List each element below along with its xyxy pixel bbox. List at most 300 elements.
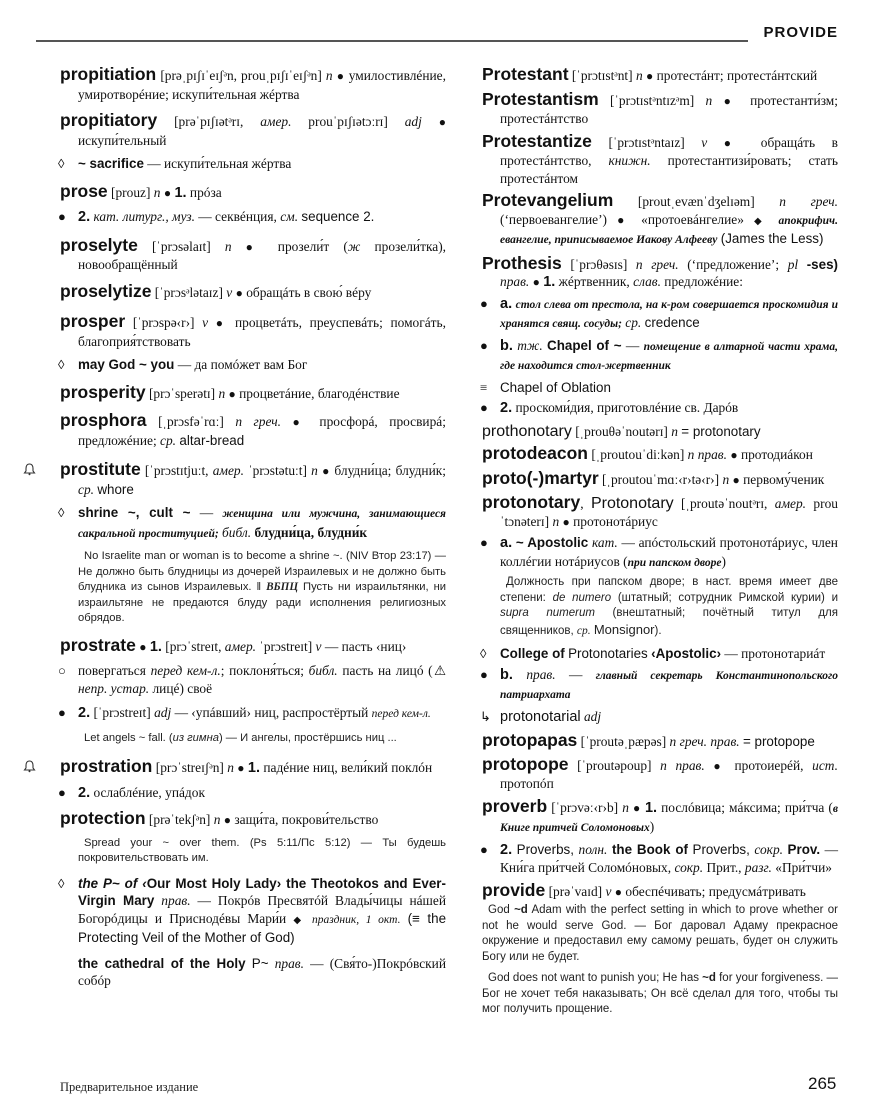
phrase-translation: блудни́ца, блудни́к (254, 524, 368, 540)
example-text: No Israelite man or woman is to become a shrine ~. (NIV Втор 23:17) — Не должно быть блудницы из дочерей Израилевых и не должно быть блудника из сынов Израилевых. ‖ (78, 550, 446, 593)
headword: propitiatory (60, 110, 158, 130)
entry-prosperity (60, 381, 446, 404)
entry-prosper (60, 313, 446, 350)
bullet-icon: ● (480, 337, 488, 353)
entry-proselyte (60, 234, 447, 274)
headword: prothonotary (482, 422, 572, 440)
part-of-speech: n греч. прав. (669, 734, 740, 749)
phrase: the cathedral of the Holy (78, 955, 246, 971)
usage-label: непр. устар. (78, 680, 150, 696)
part-of-speech: n греч. (779, 194, 838, 209)
pronunciation: [ˈprɔsəlaɪt] (151, 238, 211, 254)
entry-protonotary: protonotary, Protonotary [ˌproutəˈnoutᵊrɪ, амер. prouˈtɔnəterɪ] n ● протонотáриус (482, 492, 838, 529)
example-text-cont: Adam with the perfect setting in which to prove whether or not he would serve God. — Бог даровал Адаму прекрасное окружение и предоставил ему самому решать, будет он служить Богу или не будет. (482, 904, 838, 963)
headword-variant: Protonotary (590, 495, 674, 512)
dash: — (324, 638, 339, 654)
entry-protopapas (482, 732, 838, 751)
translation: первому́ченик (743, 471, 825, 487)
page-number: 265 (808, 1074, 837, 1093)
phrase: Chapel of ~ (547, 337, 622, 353)
paren: ) (721, 553, 726, 569)
translation: «протоевáнгелие» (641, 211, 744, 227)
pronunciation: [prouz] (111, 184, 151, 200)
phrase-may-god-prosper (60, 356, 446, 374)
sense-number: 1. (543, 274, 556, 290)
phrase-optional: ‹Apostolic› (651, 646, 722, 661)
sense-number: 1. (644, 799, 658, 816)
subsense-text: повергаться (78, 663, 151, 678)
part-of-speech: n греч. (635, 256, 679, 272)
entry-protestant (482, 66, 838, 86)
part-of-speech: adj (404, 114, 422, 129)
translation: — Кни́га при́тчей Соломóновых, (500, 841, 838, 875)
phrase-shrine-cult (60, 504, 446, 543)
sense-number: 2. (78, 705, 91, 721)
see-label: см. (280, 209, 299, 224)
part-of-speech: adj (583, 708, 602, 724)
bullet-icon: ● (732, 472, 740, 487)
pronunciation: [prɔˈstreɪt, (165, 638, 222, 654)
usage-label: библ. (308, 663, 338, 678)
translation: послóвица; мáксима; при́тча ( (661, 799, 833, 815)
usage-label: слав. (633, 274, 661, 289)
compare-label: ср. (625, 315, 642, 330)
bullet-icon: ● (617, 212, 632, 227)
pronunciation: [prɔˈstreɪʃᵊn] (155, 760, 224, 775)
part-of-speech: v (605, 883, 612, 899)
headword: protopapas (482, 730, 578, 750)
warning-icon: ⚠ (432, 663, 446, 678)
bullet-icon: ● (562, 514, 570, 529)
right-column (482, 66, 838, 1024)
translation: протоиерéй, (734, 757, 813, 773)
translation: жéртвенник, (558, 274, 634, 289)
derivative: protonotarial (500, 708, 581, 725)
sense-number: 1. (174, 184, 187, 201)
part-of-speech: v (226, 284, 233, 300)
sense-2-proverb (482, 841, 838, 877)
pronunciation-amer: ˈprɔstətuːt] (248, 463, 307, 478)
equivalent: Chapel of Oblation (500, 379, 611, 395)
cross-reference[interactable]: sequence 2. (301, 209, 375, 224)
sense-2-prose (60, 208, 446, 227)
pronunciation-amer: prouˈtɔnəterɪ] (500, 496, 838, 529)
bullet-icon: ● (163, 185, 172, 200)
subsense-gloss: помещение в алтарной части храма, где находится стол-жертвенник (500, 340, 838, 372)
pronunciation: [ˈproutəpoup] (577, 757, 652, 773)
translation: протонотáриус (573, 513, 658, 529)
headword: Protestant (482, 64, 569, 84)
translation: проскоми́дия, приготовлéние св. Дарóв (515, 400, 739, 415)
phrase-college-of-protonotaries (482, 645, 838, 663)
subsense-b-protonotary (482, 666, 838, 705)
headword: prosperity (60, 381, 146, 402)
phrase-cont: P~ (251, 955, 269, 971)
entry-propitiatory (60, 112, 446, 149)
translation: — апóстольский протонотáриус, член коллéгии нотáриусов ( (500, 535, 838, 569)
entry-protestantize (482, 130, 838, 188)
usage-label: ист. (812, 757, 838, 773)
pronunciation: [ˈprɔstreɪt] (93, 705, 151, 720)
example-provide-1 (482, 903, 838, 965)
pronunciation: [prəˈtekʃᵊn] (148, 812, 211, 827)
pronunciation: [ˌproutouˈdiːkən] (591, 447, 685, 462)
diamond-icon: ◊ (58, 357, 65, 372)
part-of-speech: n (213, 812, 221, 827)
translation-colloquial: «При́тчи» (775, 860, 832, 875)
translation: обеспéчивать; предусмáтривать (625, 883, 806, 899)
usage-label: книжн. (608, 153, 651, 168)
bullet-icon: ● (480, 295, 488, 311)
example-text: God (488, 904, 515, 916)
translation: секвéнция, (215, 209, 277, 224)
entry-proselytize (60, 280, 446, 303)
headword: prostrate (60, 634, 136, 655)
phrase-translation: искупи́тельная жéртва (164, 156, 292, 171)
part-of-speech: n прав. (660, 757, 705, 773)
pronunciation: [ˈprɔspə‹r›] (132, 315, 195, 330)
translation: искупи́тельный (78, 132, 167, 148)
part-of-speech: n (622, 799, 629, 815)
example-prostitute (60, 549, 446, 627)
sense-number: 2. (78, 209, 91, 225)
part-of-speech: n (227, 760, 234, 775)
usage-label: разг. (744, 860, 772, 875)
phrase: ~ Apostolic (515, 535, 589, 550)
bullet-icon: ● (215, 316, 228, 330)
bullet-icon: ● (228, 386, 236, 401)
part-of-speech: adj (154, 705, 172, 720)
diamond-icon: ◊ (58, 156, 65, 171)
book-full: the Book of (611, 841, 688, 857)
subsense-a-protonotary (482, 534, 838, 572)
sense-number: 2. (500, 841, 513, 858)
gloss: (‘первоевангелие’) (500, 211, 607, 227)
headword: prosper (60, 311, 126, 331)
translation: защи́та, покрови́тельство (234, 812, 379, 827)
example-provide-2 (482, 971, 838, 1018)
entry-protomartyr (482, 467, 838, 490)
left-column (60, 66, 446, 997)
part-of-speech: v (701, 134, 708, 150)
dash: — (177, 357, 192, 372)
phrase-cont: Protonotaries (568, 646, 648, 661)
sense-number: 1. (149, 638, 162, 655)
phrase-translation: да помóжет вам Бог (194, 357, 308, 372)
headword: prostration (60, 756, 153, 776)
part-of-speech: n (635, 68, 643, 83)
edition-note: Предварительное издание (60, 1080, 199, 1094)
translation: протестáнт; протестáнтский (656, 68, 818, 83)
bullet-icon: ● (713, 758, 726, 773)
usage-label: сокр. (674, 860, 704, 875)
diamond-icon: ◊ (58, 505, 65, 520)
phrase-cont: › the Theotokos and Ever-Virgin Mary (78, 875, 446, 908)
subsense-label: a. (500, 535, 513, 551)
pronunciation: [ˌproutouˈmɑː‹r›tə‹r›] (602, 471, 720, 487)
pronunciation: [ˈproutəˌpæpəs] (580, 734, 667, 749)
example-keyword: ~d (702, 972, 716, 984)
example-text-cont: Пусть ни израильтянки, ни израильтяне не предаются блуду ради исполнения религиозных обрядов. (78, 581, 446, 624)
bullet-icon: ● (292, 415, 308, 429)
headword: protonotary (482, 492, 581, 512)
book-full-cont: Proverbs, (692, 841, 750, 857)
bullet-icon: ● (480, 666, 488, 682)
phrase-translation: — протонотариáт (724, 646, 826, 661)
pronunciation: [proutˌevænˈdʒelɪəm] (637, 194, 755, 209)
subsense-gloss: главный секретарь Константинопольского патриархата (500, 669, 839, 701)
example-protection: Spread your ~ over them. (Ps 5:11/Пс 5:12) — Ты будешь покровительствовать им. (78, 836, 446, 864)
pronunciation: [prɔˈsperətɪ] (148, 385, 216, 401)
dash: — (199, 505, 214, 520)
pronunciation: [prəˈvaɪd] (548, 883, 603, 899)
entry-prothonotary (482, 423, 838, 441)
pronunciation: [ˈprɔvəː‹r›b] (551, 799, 619, 815)
subsense-label: b. (500, 666, 513, 683)
compare-label: ср. (160, 432, 177, 448)
headword: protection (60, 808, 146, 828)
example-note: из гимна (172, 731, 219, 744)
bullet-icon: ● (632, 800, 641, 815)
header-rule (36, 40, 748, 42)
entry-prostration (60, 758, 446, 778)
bullet-icon: ● (614, 884, 623, 899)
usage-label: сокр. (754, 841, 783, 857)
dash: — (198, 209, 212, 224)
part-of-speech: n (218, 385, 226, 401)
note-end: ). (654, 624, 662, 637)
bullet-icon: ● (58, 705, 66, 720)
bullet-icon: ● (245, 239, 264, 254)
sense-number: 2. (500, 400, 513, 416)
derivative-protonotarial (482, 708, 838, 727)
bullet-icon: ● (480, 841, 488, 857)
part-of-speech: n (671, 423, 678, 439)
subsense-b-prothesis (482, 337, 838, 376)
phrase-optional: Our Most Holy Lady (146, 875, 277, 891)
headword: Protestantism (482, 88, 599, 109)
entry-protestantism (482, 88, 838, 128)
entry-prothesis (482, 252, 838, 292)
cross-reference[interactable]: whore (97, 481, 134, 497)
translation-cont: протопóп (500, 776, 554, 791)
bullet-icon: ● (223, 813, 232, 827)
diamond-icon: ◊ (480, 646, 487, 661)
book-abbr: Prov. (787, 841, 821, 857)
headword: proto(-)martyr (482, 467, 599, 488)
translation: пасть ‹ниц› (341, 638, 407, 654)
diamond-filled-icon: ◆ (293, 914, 305, 926)
paren: ) (649, 819, 655, 834)
translation: прóза (189, 184, 222, 200)
note-text: Должность при папском дворе; в наст. время имеет две степени: (500, 576, 838, 604)
dash: — (625, 337, 640, 353)
cross-reference[interactable]: altar-bread (179, 432, 245, 448)
pronunciation: [ˈprɔtɪstᵊnt] (571, 68, 633, 83)
pronunciation: [ˌprouθəˈnoutərɪ] (575, 423, 668, 439)
cross-reference[interactable]: Monsignor (593, 621, 655, 637)
bullet-icon: ● (58, 784, 66, 800)
phrase: College of (500, 646, 565, 661)
subsense-a-prothesis (482, 295, 838, 334)
translation: блудни́ца; блудни́к; (334, 463, 446, 478)
circle-icon: ○ (58, 663, 66, 678)
gender-label: ж (347, 238, 361, 254)
subsense-text: ; поклоня́ться; (220, 663, 309, 678)
headword: prostitute (60, 459, 141, 479)
translation: прозели́т ( (277, 238, 348, 254)
gloss: (‘предложение’; (687, 256, 780, 272)
headword: prosphora (60, 410, 147, 430)
pronunciation-amer: prouˈpɪʃɪətɔːrɪ] (308, 114, 388, 129)
bullet-icon: ● (438, 115, 446, 129)
equivalent-prothesis (482, 379, 838, 397)
pronunciation: [ˈprɔθəsɪs] (570, 256, 628, 272)
translation: просфорá, просвирá; предложéние; (78, 414, 446, 448)
bullet-icon: ● (532, 275, 540, 289)
entry-prosphora (60, 412, 446, 449)
pronunciation: [ˈprɔtɪstᵊntaɪz] (608, 134, 685, 150)
pronunciation: [ˈprɔsᵊlətaɪz] (154, 284, 223, 300)
translation-abbr: Прит., (706, 860, 742, 875)
compare-label: ср. (576, 624, 591, 637)
source-label: ВБПЦ (266, 581, 299, 593)
headword: prose (60, 180, 108, 201)
subsense-label: b. (500, 337, 513, 354)
entry-protection (60, 810, 446, 830)
dash: — (568, 666, 583, 682)
part-of-speech: v (315, 638, 322, 654)
translation: падéние ниц, вели́кий поклóн (263, 760, 433, 775)
headword: provide (482, 879, 546, 900)
usage-note: при папском дворе (627, 556, 722, 569)
part-of-speech: v (202, 315, 209, 330)
bullet-icon: ● (480, 400, 488, 415)
bullet-icon: ● (237, 761, 245, 775)
headword: proselyte (60, 234, 138, 255)
bullet-icon: ● (139, 639, 147, 654)
headword: proselytize (60, 280, 152, 301)
bullet-icon: ● (336, 69, 345, 83)
usage-label: перед кем-л. (371, 708, 431, 720)
plural-label: pl (787, 256, 799, 272)
label-amer: амер. (774, 496, 807, 511)
translation-cont: предложéние: (660, 274, 743, 289)
dash: — (147, 156, 161, 171)
bullet-icon: ● (322, 464, 331, 478)
phrase-translation: — (Свя́то-)Покрóвский собóр (78, 955, 446, 988)
pronunciation: [prəˌpɪʃɪˈeɪʃᵊn, prouˌpɪʃɪˈeɪʃᵊn] (160, 68, 322, 83)
entry-provide (482, 879, 838, 902)
part-of-speech: n (705, 92, 713, 108)
subsense-text: пасть на лицó ( (337, 663, 433, 678)
cross-reference[interactable]: credence (644, 315, 700, 330)
bullet-icon: ● (723, 135, 745, 150)
example-prostrate (60, 731, 446, 747)
usage-label: кат. (591, 535, 618, 550)
usage-label: полн. (578, 841, 608, 857)
phrase-translation: — Покрóв Пресвятóй Влады́чицы нáшей Богорóдицы и Приснодéвы Мари́и (78, 893, 446, 926)
phrase: may God ~ you (78, 357, 175, 372)
usage-label: библ. (222, 524, 252, 540)
subsense-label: a. (500, 295, 513, 312)
sense-2-prostration (60, 784, 446, 803)
note-text: (внештатный; почётный титул для священников, (500, 607, 838, 637)
label-amer: амер. (260, 114, 292, 129)
example-text: God does not want to punish you; He has (488, 972, 703, 984)
latin-term: supra numerum (500, 607, 595, 619)
pronunciation: [ˌproutəˈnoutᵊrɪ, (681, 496, 768, 511)
translation: протестанти́зм; протестáнтство (500, 92, 838, 126)
usage-label: перед кем-л. (150, 663, 221, 678)
translation: процветáние, благодéнствие (239, 385, 400, 401)
book-name: Proverbs, (516, 841, 574, 857)
label-amer: амер. (224, 638, 257, 654)
example-keyword: ~d (514, 904, 528, 916)
cross-reference[interactable]: = protonotary (681, 423, 761, 439)
part-of-speech: n (325, 68, 333, 83)
pronunciation-amer: ˈprɔstreɪt] (259, 638, 313, 654)
sense-2-prothesis (482, 399, 838, 418)
part-of-speech: n греч. (235, 414, 281, 429)
feast-note: праздник, 1 окт. (312, 913, 401, 926)
headword: protopope (482, 753, 569, 774)
translation: процветáть, преуспевáть; помогáть, благоприя́тствовать (78, 315, 446, 349)
pronunciation: [ˈprɔtɪstᵊntɪzᵊm] (610, 92, 695, 108)
bullet-icon: ● (646, 69, 654, 83)
headword: proverb (482, 795, 548, 816)
bullet-icon: ● (730, 448, 738, 462)
cross-reference[interactable]: = protopope (742, 734, 815, 749)
usage-label: прав. (274, 955, 304, 971)
usage-label: прав. (526, 666, 556, 682)
subsense-gloss: стол слева от престола, на к-ром совершается проскомидия и хранятся свящ. сосуды; (500, 298, 838, 330)
usage-label: прав. (161, 893, 191, 908)
part-of-speech: n (153, 184, 161, 200)
sense-2-prostrate (60, 704, 446, 724)
phrase: the P~ of ‹ (78, 875, 147, 891)
bullet-icon: ● (723, 93, 739, 108)
phrase: ~ sacrifice (78, 156, 144, 171)
phrase: shrine ~, cult ~ (78, 505, 191, 520)
diamond-icon: ◊ (58, 875, 65, 891)
latin-term: de numero (552, 591, 612, 604)
translation-cont: прозели́тка), новообращённый (78, 238, 447, 272)
entry-protevangelium (482, 192, 838, 250)
pronunciation: [ˈprɔstɪtjuːt, (144, 463, 209, 478)
part-of-speech: n (722, 471, 730, 487)
plural-form: -ses) (806, 256, 838, 272)
phrase-gloss: женщина или мужчина, занимающиеся сакральной проституцией; (78, 508, 446, 540)
bullet-icon: ● (58, 209, 66, 224)
usage-label: тж. (517, 337, 543, 353)
part-of-speech: n (311, 463, 318, 478)
label-amer: амер. (212, 463, 244, 478)
pronunciation: [prəˈpɪʃɪətᵊrɪ, (174, 114, 244, 129)
example-text-cont: for your forgiveness. — Бог не хочет тебя наказывать; Он всё сделал для того, чтобы ты мог получить прощение. (482, 972, 838, 1015)
pronunciation: [ˌprɔsfəˈrɑː] (158, 414, 224, 429)
compare-label: ср. (78, 481, 94, 497)
entry-protopope (482, 753, 838, 793)
phrase-protecting-veil (60, 875, 446, 947)
sense-number: 2. (78, 784, 91, 801)
note-english: (James the Less) (720, 231, 824, 246)
note-text: (штатный; сотрудник Римской курии) и (611, 591, 839, 604)
subsense-text: лицé) своё (149, 680, 213, 696)
entry-proverb (482, 795, 839, 838)
equivalent: (≡ the Protecting Veil of the Mother of God) (78, 910, 447, 945)
usage-labels: кат. литург., муз. (93, 209, 195, 224)
